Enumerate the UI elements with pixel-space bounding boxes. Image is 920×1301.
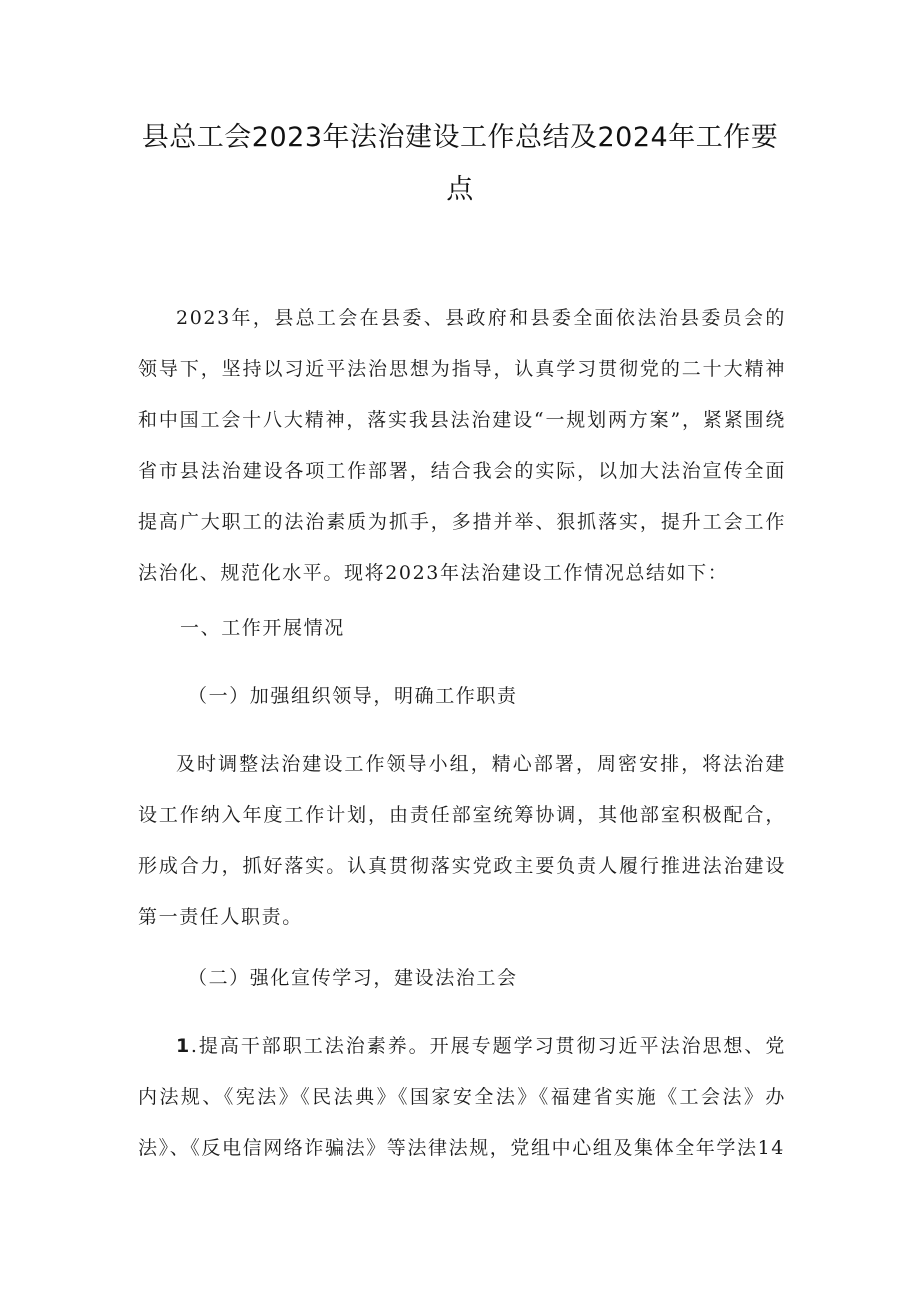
subsection-heading-organization: （一）加强组织领导，明确工作职责 <box>188 685 518 707</box>
list-item-legal-literacy <box>138 1021 786 1174</box>
intro-paragraph: 2023年，县总工会在县委、县政府和县委全面依法治县委员会的领导下，坚持以习近平法治思想为指导，认真学习贯彻党的二十大精神和中国工会十八大精神，落实我县法治建设“一规划两方案”，紧紧围绕省市县法治建设各项工作部署，结合我会的实际，以加大法治宣传全面提高广大职工的法治素质为抓手，多措并举、狠抓落实，提升工会工作法治化、规范化水平。现将2023年法治建设工作情况总结如下： <box>138 307 786 584</box>
document-title: 县总工会2023年法治建设工作总结及2024年工作要点 <box>141 122 779 205</box>
list-item-number: 1 <box>176 1035 191 1057</box>
list-item-text: .提高干部职工法治素养。开展专题学习贯彻习近平法治思想、党内法规、《宪法》《民法典》《国家安全法》《福建省实施《工会法》办法》、《反电信网络诈骗法》等法律法规，党组中心组及集体全年学法14 <box>138 1035 786 1159</box>
section-heading-work-progress: 一、工作开展情况 <box>180 617 345 639</box>
subsection-paragraph-organization: 及时调整法治建设工作领导小组，精心部署，周密安排，将法治建设工作纳入年度工作计划，由责任部室统筹协调，其他部室积极配合，形成合力，抓好落实。认真贯彻落实党政主要负责人履行推进法治建设第一责任人职责。 <box>138 753 786 928</box>
subsection-heading-publicity: （二）强化宣传学习，建设法治工会 <box>188 967 518 989</box>
